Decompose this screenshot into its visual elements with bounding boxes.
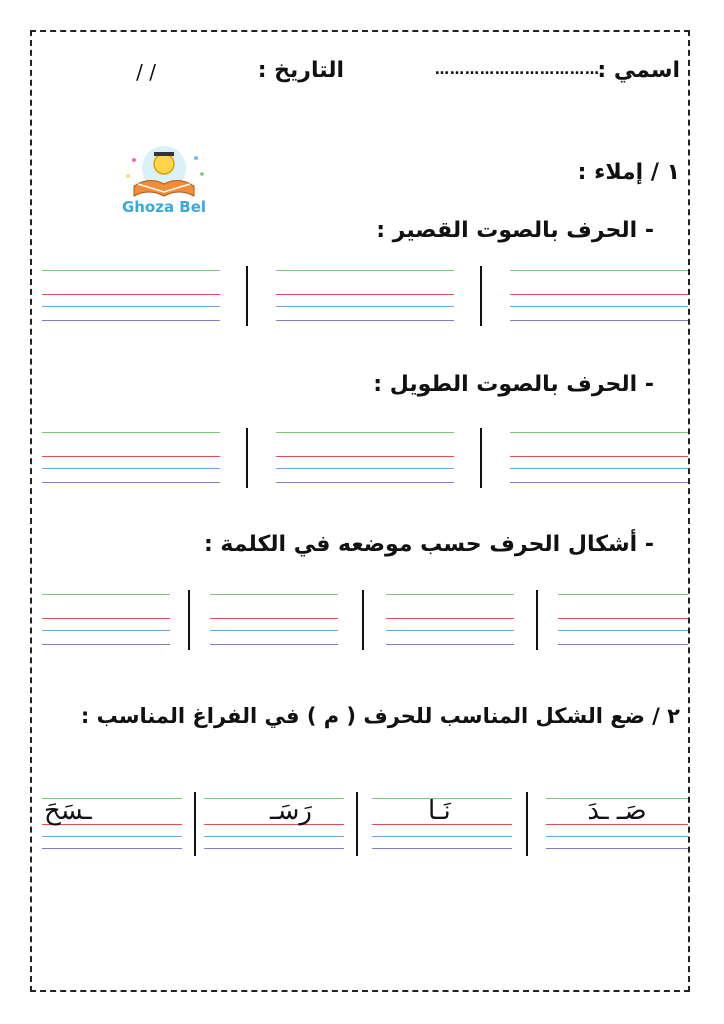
word-3: رَسَـ: [270, 796, 312, 826]
logo-text: Ghoza Bel: [121, 198, 207, 216]
writing-cell[interactable]: [510, 428, 688, 488]
writing-row-long: [42, 428, 688, 488]
writing-cell[interactable]: [210, 590, 338, 650]
writing-cell[interactable]: [276, 266, 454, 326]
writing-cell[interactable]: [558, 590, 688, 650]
column-divider: [362, 590, 364, 650]
word-2: نَـا: [428, 796, 451, 826]
fill-in-cell[interactable]: [372, 792, 512, 856]
writing-row-short: [42, 266, 688, 326]
writing-cell[interactable]: [42, 590, 170, 650]
column-divider: [526, 792, 528, 856]
date-slashes[interactable]: / /: [136, 60, 156, 84]
short-vowel-heading: - الحرف بالصوت القصير :: [376, 218, 654, 243]
column-divider: [188, 590, 190, 650]
fill-in-cell[interactable]: [546, 792, 688, 856]
column-divider: [246, 428, 248, 488]
writing-cell[interactable]: [276, 428, 454, 488]
column-divider: [356, 792, 358, 856]
date-label: التاريخ :: [257, 58, 344, 83]
name-label: اسمي :: [597, 58, 680, 83]
section1-title: ١ / إملاء :: [577, 160, 680, 185]
word-1: صَـ ـدَ: [587, 796, 647, 826]
fill-in-row: [42, 792, 688, 856]
ghoza-bel-logo: [112, 140, 216, 220]
writing-cell[interactable]: [510, 266, 688, 326]
long-vowel-heading: - الحرف بالصوت الطويل :: [373, 372, 654, 397]
writing-row-shapes: [42, 590, 688, 650]
column-divider: [480, 266, 482, 326]
name-field-dots[interactable]: ……………………………: [435, 62, 600, 78]
letter-shapes-heading: - أشكال الحرف حسب موضعه في الكلمة :: [203, 532, 654, 557]
column-divider: [246, 266, 248, 326]
writing-cell[interactable]: [42, 428, 220, 488]
fill-in-cell[interactable]: [204, 792, 344, 856]
column-divider: [480, 428, 482, 488]
column-divider: [194, 792, 196, 856]
section2-title: ٢ / ضع الشكل المناسب للحرف ( م ) في الفراغ المناسب :: [80, 704, 680, 728]
word-4: ـسَحَ: [44, 796, 92, 826]
writing-cell[interactable]: [386, 590, 514, 650]
writing-cell[interactable]: [42, 266, 220, 326]
fill-in-cell[interactable]: [42, 792, 182, 856]
column-divider: [536, 590, 538, 650]
